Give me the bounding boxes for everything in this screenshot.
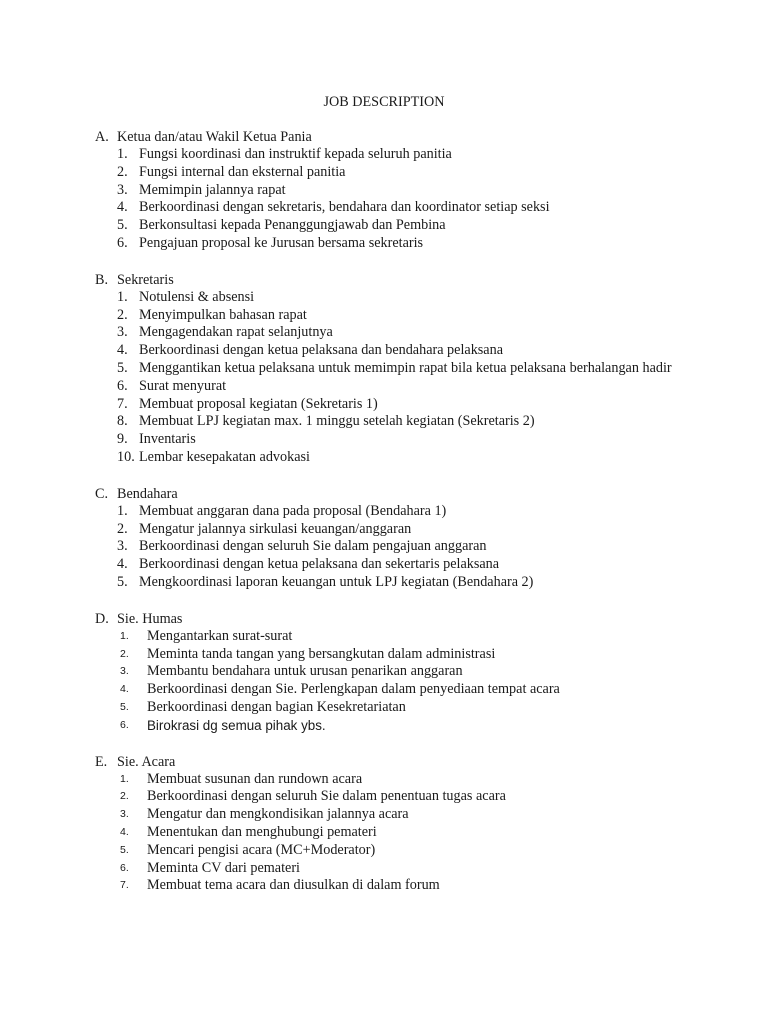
list-item-text: Fungsi internal dan eksternal panitia: [139, 163, 346, 180]
list-item-number: 2.: [120, 647, 129, 660]
list-item-number: 7.: [120, 879, 129, 892]
list-item-number: 5.: [117, 573, 128, 590]
list-indent: [95, 217, 117, 235]
list-item: [95, 503, 715, 521]
list-indent: [95, 235, 117, 253]
list-item: [95, 717, 715, 735]
list-item-text: Mengkoordinasi laporan keuangan untuk LPJ kegiatan (Bendahara 2): [139, 573, 534, 590]
list-item-number: 5.: [117, 359, 128, 376]
list-item-text: Berkoordinasi dengan ketua pelaksana dan sekertaris pelaksana: [139, 556, 500, 573]
list-item-text: Notulensi & absensi: [139, 288, 255, 305]
list-indent: [95, 681, 117, 699]
list-item-number: 2.: [117, 163, 128, 180]
list-item-number: 4.: [117, 199, 128, 216]
list-item-text: Mengagendakan rapat selanjutnya: [139, 324, 333, 341]
list-indent: [95, 396, 117, 414]
list-item-text: Birokrasi dg semua pihak ybs.: [147, 717, 326, 733]
list-indent: [95, 646, 117, 664]
list-indent: [95, 431, 117, 449]
list-indent: [95, 521, 117, 539]
list-item-number: 4.: [120, 683, 129, 696]
list-item-text: Berkoordinasi dengan seluruh Sie dalam penentuan tugas acara: [147, 788, 506, 805]
list-item-number: 3.: [120, 808, 129, 821]
list-item: [95, 663, 715, 681]
list-item-number: 1.: [117, 502, 128, 519]
list-indent: [95, 771, 117, 789]
list-indent: [95, 877, 117, 895]
list-item: [95, 699, 715, 717]
list-item: [95, 324, 715, 342]
section-heading-text: Bendahara: [117, 485, 178, 502]
list-item: [95, 378, 715, 396]
list-indent: [95, 717, 117, 735]
list-item-text: Membuat susunan dan rundown acara: [147, 770, 363, 787]
section-heading: [95, 485, 715, 503]
section-heading: [95, 610, 715, 628]
list-indent: [95, 199, 117, 217]
list-item-number: 6.: [120, 718, 129, 731]
section-a: [95, 128, 715, 253]
section-letter: C.: [95, 485, 109, 502]
list-item: [95, 877, 715, 895]
list-item-number: 10.: [117, 448, 135, 465]
list-indent: [95, 806, 117, 824]
list-item-text: Mengatur jalannya sirkulasi keuangan/anggaran: [139, 520, 412, 537]
list-item-text: Memimpin jalannya rapat: [139, 181, 286, 198]
list-indent: [95, 824, 117, 842]
section-letter: B.: [95, 271, 109, 288]
section-heading-text: Sie. Humas: [117, 610, 183, 627]
list-indent: [95, 378, 117, 396]
list-indent: [95, 503, 117, 521]
list-indent: [95, 146, 117, 164]
section-heading: [95, 753, 715, 771]
list-item-text: Membantu bendahara untuk urusan penarikan anggaran: [147, 663, 463, 680]
list-indent: [95, 628, 117, 646]
list-item-text: Inventaris: [139, 431, 196, 448]
section-d: [95, 610, 715, 735]
list-item-number: 3.: [120, 665, 129, 678]
list-item-number: 2.: [117, 306, 128, 323]
list-item-text: Mencari pengisi acara (MC+Moderator): [147, 841, 376, 858]
list-item-text: Berkoordinasi dengan bagian Kesekretariatan: [147, 698, 406, 715]
list-item-number: 9.: [117, 431, 128, 448]
section-heading-text: Sie. Acara: [117, 753, 176, 770]
section-e: [95, 753, 715, 896]
list-item: [95, 860, 715, 878]
section-heading-text: Ketua dan/atau Wakil Ketua Pania: [117, 129, 312, 145]
list-item: [95, 449, 715, 467]
list-indent: [95, 324, 117, 342]
section-heading: [95, 128, 715, 146]
list-item-text: Membuat LPJ kegiatan max. 1 minggu setelah kegiatan (Sekretaris 2): [139, 413, 535, 430]
list-item: [95, 556, 715, 574]
list-item: [95, 628, 715, 646]
list-indent: [95, 413, 117, 431]
list-item: [95, 788, 715, 806]
list-item: [95, 164, 715, 182]
list-item-text: Mengantarkan surat-surat: [147, 627, 293, 644]
list-item: [95, 771, 715, 789]
list-indent: [95, 556, 117, 574]
list-item-number: 3.: [117, 324, 128, 341]
list-indent: [95, 307, 117, 325]
list-item: [95, 574, 715, 592]
list-item-text: Berkoordinasi dengan seluruh Sie dalam pengajuan anggaran: [139, 538, 487, 555]
list-item: [95, 413, 715, 431]
list-item: [95, 431, 715, 449]
list-indent: [95, 574, 117, 592]
list-item-text: Berkoordinasi dengan ketua pelaksana dan bendahara pelaksana: [139, 342, 503, 359]
list-item-number: 3.: [117, 538, 128, 555]
list-item: [95, 824, 715, 842]
list-item-number: 8.: [117, 413, 128, 430]
section-heading-text: Sekretaris: [117, 271, 174, 288]
list-item-text: Mengatur dan mengkondisikan jalannya acara: [147, 806, 409, 823]
list-indent: [95, 788, 117, 806]
list-indent: [95, 360, 117, 378]
list-indent: [95, 164, 117, 182]
section-letter: E.: [95, 753, 108, 770]
list-item-number: 2.: [120, 790, 129, 803]
section-letter: D.: [95, 610, 109, 627]
section-letter: A.: [95, 129, 109, 145]
list-indent: [95, 538, 117, 556]
list-item-text: Berkoordinasi dengan Sie. Perlengkapan dalam penyediaan tempat acara: [147, 681, 560, 698]
list-item: [95, 396, 715, 414]
list-item: [95, 521, 715, 539]
section-heading: [95, 271, 715, 289]
list-item-number: 6.: [117, 377, 128, 394]
list-item-text: Meminta CV dari pemateri: [147, 859, 301, 876]
list-item-number: 1.: [117, 288, 128, 305]
list-item-number: 5.: [117, 217, 128, 234]
list-indent: [95, 342, 117, 360]
list-indent: [95, 289, 117, 307]
list-item: [95, 146, 715, 164]
sections-list: [95, 128, 715, 913]
list-indent: [95, 449, 117, 467]
list-item-number: 4.: [117, 556, 128, 573]
list-item: [95, 681, 715, 699]
list-indent: [95, 860, 117, 878]
list-item: [95, 289, 715, 307]
list-item: [95, 342, 715, 360]
list-indent: [95, 842, 117, 860]
list-item-text: Membuat anggaran dana pada proposal (Bendahara 1): [139, 502, 447, 519]
list-item: [95, 842, 715, 860]
list-item: [95, 199, 715, 217]
list-item-text: Berkonsultasi kepada Penanggungjawab dan Pembina: [139, 217, 446, 234]
list-item: [95, 360, 715, 378]
list-item-number: 7.: [117, 395, 128, 412]
page-title: JOB DESCRIPTION: [323, 94, 445, 110]
list-item-text: Menentukan dan menghubungi pemateri: [147, 823, 377, 840]
list-item-number: 5.: [120, 843, 129, 856]
list-item-number: 6.: [117, 234, 128, 251]
list-item-text: Fungsi koordinasi dan instruktif kepada seluruh panitia: [139, 146, 452, 162]
list-item-text: Surat menyurat: [139, 377, 227, 394]
list-item-number: 2.: [117, 520, 128, 537]
list-item-text: Membuat tema acara dan diusulkan di dalam forum: [147, 877, 440, 894]
list-item-number: 1.: [117, 146, 128, 162]
list-item-text: Meminta tanda tangan yang bersangkutan dalam administrasi: [147, 645, 496, 662]
list-item-number: 6.: [120, 861, 129, 874]
list-item: [95, 538, 715, 556]
list-item-text: Menyimpulkan bahasan rapat: [139, 306, 307, 323]
list-item: [95, 182, 715, 200]
list-indent: [95, 663, 117, 681]
list-item-text: Membuat proposal kegiatan (Sekretaris 1): [139, 395, 378, 412]
list-item: [95, 235, 715, 253]
list-indent: [95, 182, 117, 200]
list-item: [95, 217, 715, 235]
list-item-text: Menggantikan ketua pelaksana untuk memimpin rapat bila ketua pelaksana berhalangan hadir: [139, 359, 672, 376]
list-item-text: Pengajuan proposal ke Jurusan bersama sekretaris: [139, 234, 424, 251]
section-c: [95, 485, 715, 592]
list-item-number: 4.: [120, 825, 129, 838]
list-item-number: 1.: [120, 772, 129, 785]
list-item-text: Berkoordinasi dengan sekretaris, bendahara dan koordinator setiap seksi: [139, 199, 550, 216]
list-item: [95, 646, 715, 664]
list-indent: [95, 699, 117, 717]
list-item: [95, 806, 715, 824]
section-b: [95, 271, 715, 467]
list-item: [95, 307, 715, 325]
list-item-text: Lembar kesepakatan advokasi: [139, 448, 310, 465]
list-item-number: 5.: [120, 700, 129, 713]
list-item-number: 4.: [117, 342, 128, 359]
list-item-number: 1.: [120, 629, 129, 642]
list-item-number: 3.: [117, 181, 128, 198]
